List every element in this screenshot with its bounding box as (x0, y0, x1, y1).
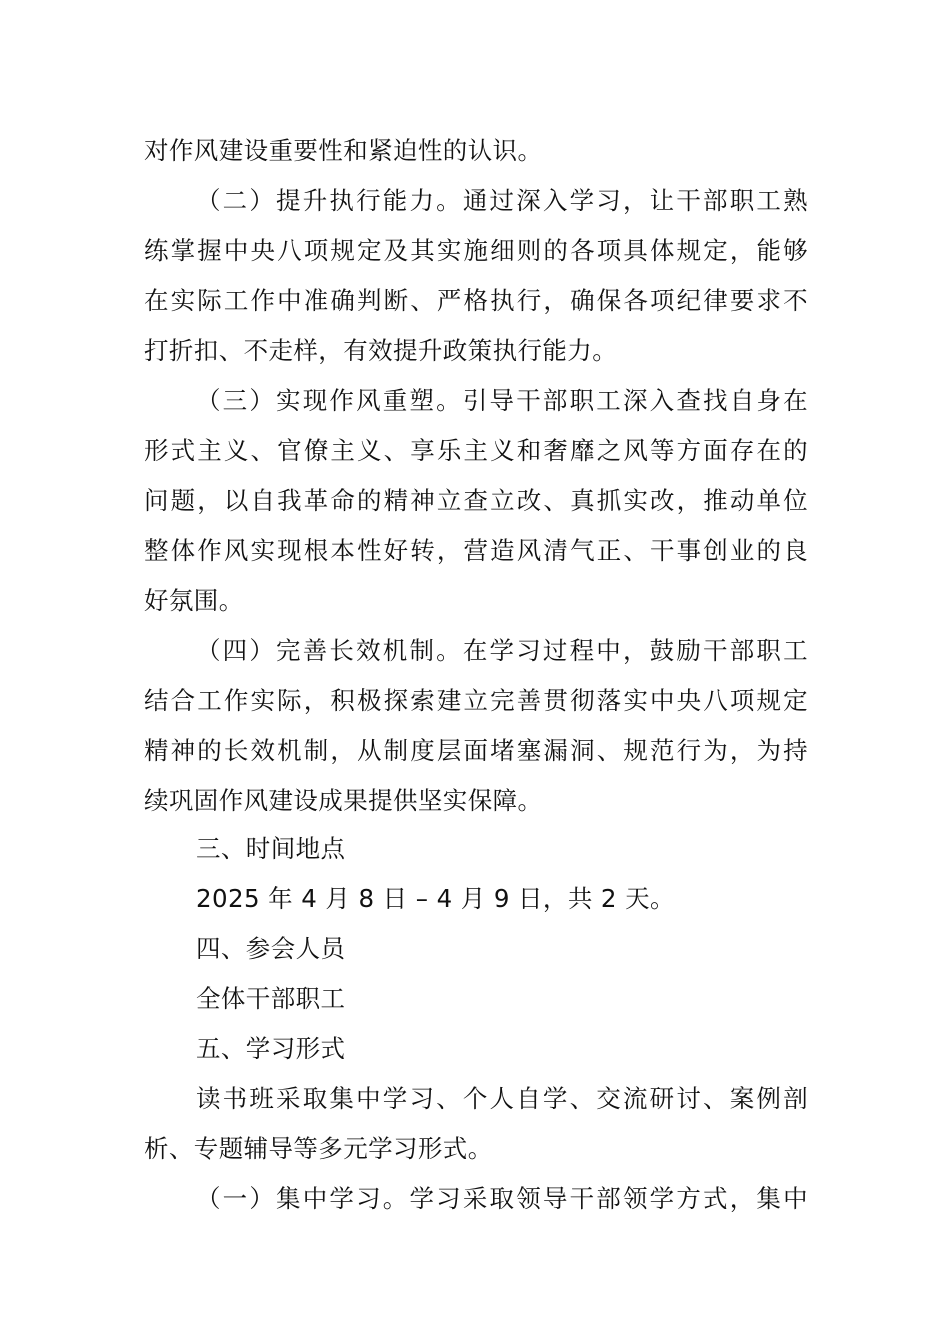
paragraph-line: 全体干部职工 (196, 984, 346, 1013)
paragraph-line: 析、专题辅导等多元学习形式。 (144, 1134, 493, 1163)
paragraph-line: 精神的长效机制，从制度层面堵塞漏洞、规范行为，为持 (144, 736, 808, 765)
section-heading: 五、学习形式 (196, 1034, 346, 1063)
paragraph-line: 结合工作实际，积极探索建立完善贯彻落实中央八项规定 (144, 686, 808, 715)
paragraph-line: 练掌握中央八项规定及其实施细则的各项具体规定，能够 (144, 236, 808, 265)
paragraph-line: 续巩固作风建设成果提供坚实保障。 (144, 786, 543, 815)
paragraph-line: 形式主义、官僚主义、享乐主义和奢靡之风等方面存在的 (144, 436, 808, 465)
paragraph-line: 打折扣、不走样，有效提升政策执行能力。 (144, 336, 618, 365)
paragraph-line: （三）实现作风重塑。引导干部职工深入查找自身在 (196, 386, 808, 415)
paragraph-line: （四）完善长效机制。在学习过程中，鼓励干部职工 (196, 636, 808, 665)
paragraph-line: 好氛围。 (144, 586, 244, 615)
paragraph-line: 整体作风实现根本性好转，营造风清气正、干事创业的良 (144, 536, 808, 565)
section-heading: 三、时间地点 (196, 834, 346, 863)
paragraph-line: 在实际工作中准确判断、严格执行，确保各项纪律要求不 (144, 286, 808, 315)
paragraph-line: （二）提升执行能力。通过深入学习，让干部职工熟 (196, 186, 808, 215)
paragraph-line: 读书班采取集中学习、个人自学、交流研讨、案例剖 (196, 1084, 808, 1113)
section-heading: 四、参会人员 (196, 934, 346, 963)
paragraph-line: （一）集中学习。学习采取领导干部领学方式，集中 (196, 1184, 808, 1213)
paragraph-line: 问题，以自我革命的精神立查立改、真抓实改，推动单位 (144, 486, 808, 515)
paragraph-line: 2025 年 4 月 8 日 – 4 月 9 日，共 2 天。 (196, 884, 675, 913)
paragraph-line: 对作风建设重要性和紧迫性的认识。 (144, 136, 543, 165)
